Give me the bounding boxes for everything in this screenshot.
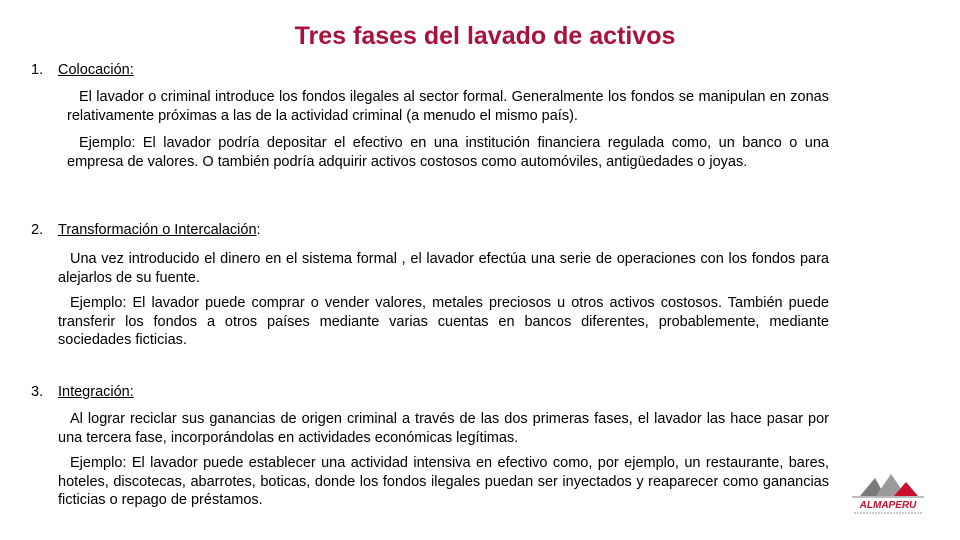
section-description: El lavador o criminal introduce los fondos ilegales al sector formal. Generalmente los fondos se manipulan en zonas relativamente próximas a las de la actividad criminal (a menudo el mismo país). — [67, 89, 829, 124]
section-heading — [31, 62, 831, 78]
svg-text:ALMAPERU: ALMAPERU — [859, 500, 917, 511]
almaperu-logo — [848, 470, 928, 518]
section-heading — [31, 222, 831, 238]
section-number: 1. — [31, 62, 44, 78]
section-label: Integración: — [58, 384, 134, 400]
section-heading — [31, 384, 831, 400]
section-label: Transformación o Intercalación — [58, 222, 257, 238]
section-transformacion — [31, 222, 831, 348]
section-example: Ejemplo: El lavador podría depositar el efectivo en una institución financiera regulada como, un banco o una empresa de valores. O también podría adquirir activos costosos como automóviles, antigüedades o joyas. — [67, 135, 829, 170]
page-title: Tres fases del lavado de activos — [294, 22, 676, 50]
section-description: Una vez introducido el dinero en el sistema formal , el lavador efectúa una serie de operaciones con los fondos para alejarlos de su fuente. — [58, 251, 829, 286]
section-integracion — [31, 384, 831, 508]
section-label-suffix: : — [256, 222, 261, 238]
section-example: Ejemplo: El lavador puede comprar o vender valores, metales preciosos u otros activos costosos. También puede transferir los fondos a otros países mediante varias cuentas en bancos diferentes, probablemente, mediante sociedades ficticias. — [58, 295, 829, 348]
section-number: 3. — [31, 384, 44, 400]
section-label: Colocación: — [58, 62, 134, 78]
section-number: 2. — [31, 222, 44, 238]
section-example: Ejemplo: El lavador puede establecer una actividad intensiva en efectivo como, por ejemplo, un restaurante, bares, hoteles, discotecas, abarrotes, boticas, donde los fondos ilegales puedan ser inyectados y reaparecer como ganancias ficticias o repago de préstamos. — [58, 455, 829, 508]
logo-mark-icon — [848, 470, 928, 518]
section-description: Al lograr reciclar sus ganancias de origen criminal a través de las dos primeras fases, el lavador las hace pasar por una tercera fase, incorporándolas en actividades económicas legítimas. — [58, 411, 829, 446]
section-colocacion — [31, 62, 831, 170]
